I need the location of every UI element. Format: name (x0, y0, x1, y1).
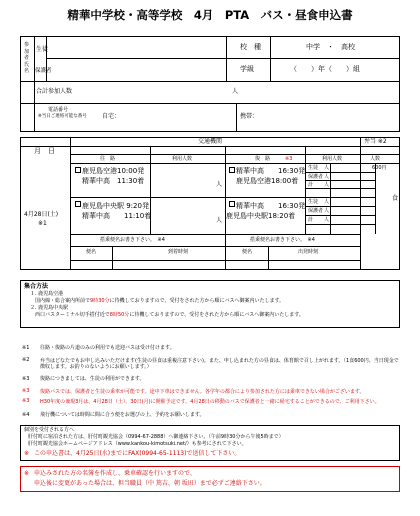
return-airport-checkbox[interactable] (229, 167, 235, 173)
outbound-station-arrive: 精華中高 11:10着 (82, 212, 152, 220)
lunch-unit-2: 人 (324, 174, 330, 180)
return-station-checkbox[interactable] (229, 201, 235, 207)
note-1-mark: ※1 (22, 345, 30, 351)
return-station-arrive: 鹿児島中央駅18:20着 (226, 212, 296, 220)
lunch-price: 600円 (372, 165, 387, 171)
note-3-text: 復路につきましては、生徒の利用ができます。 (40, 376, 145, 382)
change-line-1: 申込みされた方の名簿を作成し、乗車確認を行いますので、 (34, 470, 196, 477)
home-phone-label: 自宅： (102, 113, 121, 120)
grade-class-field[interactable]: （ ）年（ ）組 (290, 65, 360, 73)
flight-note-return: 搭乗便名お書き下さい。 ※4 (250, 237, 315, 243)
outbound-header: 往 路 (100, 156, 116, 162)
note-3-mark: ※3 (22, 376, 30, 382)
return-flight-label: 便名 (242, 249, 253, 255)
guardian-label: 保護者 (35, 68, 52, 74)
lunch-unit-3: 人 (324, 182, 330, 188)
phone-note: ※当日ご連絡可能な番号 (38, 114, 87, 119)
lunch-total-label-1: 計 (308, 182, 314, 188)
lunch-count-header: 人数 (370, 156, 381, 162)
return-header: 復 路 (255, 156, 271, 162)
deadline-mark: ※ (24, 450, 30, 457)
grade-label: 学級 (240, 65, 254, 73)
outbound-airport-checkbox[interactable] (75, 167, 81, 173)
event-date: 4月28日(土) (24, 211, 59, 218)
meeting-airport-place: 国内線・総合案内所前で (30, 298, 91, 304)
total-participants-label: 合計参加人数 (36, 88, 73, 95)
return-airport-arrive: 鹿児島空港18:00着 (236, 177, 299, 185)
outbound-station-unit: 人 (216, 217, 223, 224)
outbound-station-depart: 鹿児島中央駅 9:20発 (82, 202, 149, 210)
lunch-side-label: 食 (392, 195, 399, 202)
participant-vertical-label: 参加者氏名 (24, 42, 30, 74)
lunch-unit-1: 人 (324, 165, 330, 171)
outbound-station-checkbox[interactable] (75, 201, 81, 207)
deadline-text: この申込書は、4月25日(水)までにFAX(0994-65-1113)で送信して下さい。 (34, 450, 241, 457)
outbound-users-header: 利用人数 (172, 156, 193, 162)
lunch-student-label-1: 生徒 (308, 165, 319, 171)
contact-line-1: 肝付町に宿泊された方は、肝付町観光協会（0994-67-2888）へ御連絡下さい。（午前9時30分から午後5時まで） (28, 434, 284, 440)
note-4-mark: ※3 (22, 388, 30, 394)
return-station-depart: 精華中高 16:30発 (236, 202, 306, 210)
meeting-station-rest: に待機しておりますので、受付をされた方から順にバスへ御案内いたします。 (129, 312, 304, 318)
school-type-options[interactable]: 中学 ・ 高校 (306, 43, 355, 51)
student-label: 生徒 (36, 46, 49, 53)
note-5-mark: ※3 (22, 398, 30, 404)
return-users-header: 利用人数 (322, 156, 343, 162)
meeting-airport: １. 鹿児島空港 (30, 291, 64, 297)
departure-time-label: 出発時刻 (298, 249, 319, 255)
lunch-student-label-2: 生徒 (308, 199, 319, 205)
person-unit: 人 (232, 88, 239, 95)
outbound-airport-arrive: 精華中高 11:30着 (82, 177, 145, 185)
arrival-time-label: 到着時刻 (168, 249, 189, 255)
meeting-heading: 集合方法 (24, 283, 49, 290)
meeting-airport-rest: に待機しておりますので、受付をされた方から順にバスへ御案内いたします。 (109, 298, 285, 304)
contact-heading: 個別を受付される方へ (24, 427, 75, 433)
return-note: ※3 (285, 156, 293, 162)
lunch-guardian-label-1: 保護者 (308, 174, 324, 180)
note-6-mark: ※4 (22, 412, 30, 418)
return-airport-depart: 精華中高 16:30発 (236, 167, 306, 175)
note-4-text: 復路バスでは、保護者と生徒の乗車が可能です。途中下車はできません。各学年の都合により参加された方には乗車できない場合がございます。 (40, 389, 365, 395)
total-participants-field[interactable] (90, 84, 230, 101)
outbound-airport-unit: 人 (216, 181, 223, 188)
student-name-field[interactable] (47, 37, 225, 57)
change-line-2: 申込後に変更があった場合は、担当職員（中 篤吉、朝 坂田）まで必ずご連絡下さい。 (34, 480, 266, 487)
outbound-airport-depart: 鹿児島空港10:00発 (82, 167, 145, 175)
note-5-text: H30年度の兼現3月は、4月28日（土）、30日(月)に開催予定です。4月28日の移動のバスで保護者と一緒に帰宅することができるので、ご利用下さい。 (40, 399, 380, 405)
meeting-station: ２. 鹿児島中央駅 (30, 305, 69, 311)
lunch-unit-5: 人 (324, 208, 330, 214)
mobile-phone-field[interactable] (262, 106, 396, 128)
date-header: 月 日 (34, 147, 55, 155)
home-phone-field[interactable] (124, 106, 232, 128)
transport-header: 交通機関 (198, 138, 223, 145)
phone-label: 電話番号 (48, 107, 69, 113)
meeting-station-place: 西口バスターミナル切手搭付近で (30, 312, 110, 318)
page-title: 精華中学校・高等学校 4月 PTA バス・昼食申込書 (67, 8, 353, 22)
note-2-mark: ※2 (22, 357, 30, 363)
meeting-method-box (20, 280, 400, 328)
lunch-unit-6: 人 (324, 217, 330, 223)
note-1-text: 往路・復路の片道のみの利用でも送迎バスは受け付けます。 (40, 345, 175, 351)
lunch-guardian-label-2: 保護者 (308, 208, 324, 214)
change-mark: ※ (24, 470, 30, 477)
guardian-name-field[interactable] (47, 59, 225, 80)
school-type-label: 校 種 (240, 43, 261, 51)
mobile-phone-label: 携帯： (240, 113, 259, 120)
lunch-header: 弁当 ※2 (364, 138, 387, 145)
lunch-total-label-2: 計 (308, 217, 314, 223)
lunch-unit-4: 人 (324, 199, 330, 205)
meeting-airport-time: 9時30分 (90, 298, 110, 304)
flight-note-outbound: 搭乗便名お書き下さい。 ※4 (100, 237, 165, 243)
contact-line-2: 肝付町観光協会ホームページアドレス（www.kankou-kimotsuki.net/）も参考にされて下さい。 (28, 441, 247, 447)
outbound-flight-label: 便名 (86, 249, 97, 255)
event-date-note: ※1 (38, 220, 47, 227)
note-6-text: 飛行機については時間に間に合う便をお選びの上、予約をお願いします。 (40, 412, 205, 418)
note-2-text: 弁当はどなたでもお申し込みいただけます(生徒の昼食は重複注意下さい)。また、申し込まれた方の昼食は、体育館で召し上がれます。（1食600円、当日現金で徴収します。お釣りのないようにお願いします。） (40, 358, 399, 370)
meeting-station-time: 8時50分 (109, 312, 130, 318)
